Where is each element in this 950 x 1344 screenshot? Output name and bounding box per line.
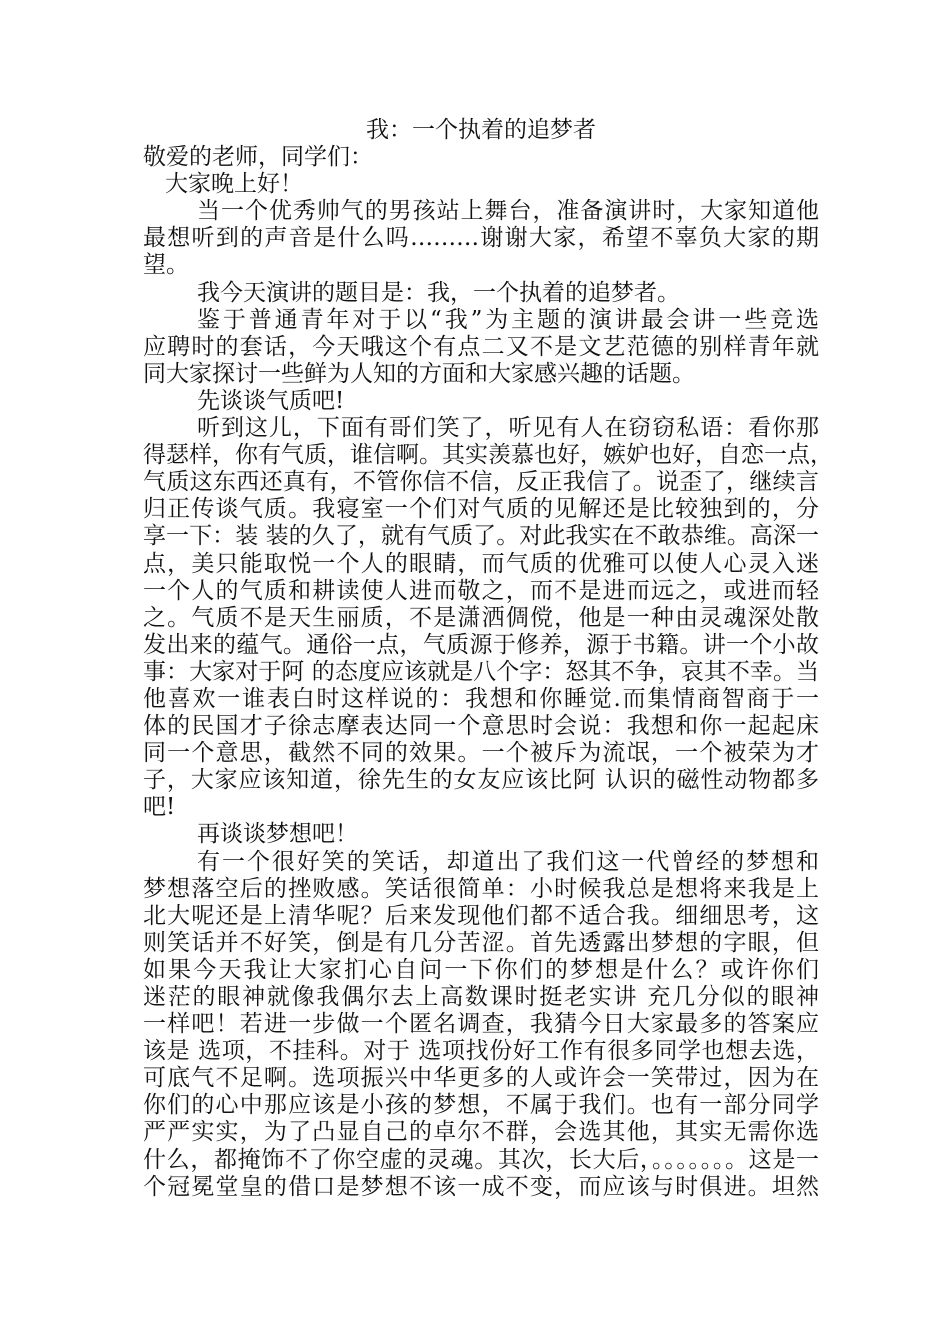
- text-line: 发出来的蕴气。通俗一点，气质源于修养，源于书籍。讲一个小故: [143, 631, 819, 658]
- text-line: 吧!: [143, 794, 176, 821]
- text-line: 他喜欢一谁表白时这样说的：我想和你睡觉.而集情商智商于一: [143, 685, 819, 712]
- text-line: 体的民国才子徐志摩表达同一个意思时会说：我想和你一起起床: [143, 713, 819, 740]
- text-line: 再谈谈梦想吧！: [197, 821, 358, 848]
- text-line: 同一个意思，截然不同的效果。一个被斥为流氓，一个被荣为才: [143, 740, 819, 767]
- text-line: 有一个很好笑的笑话，却道出了我们这一代曾经的梦想和: [197, 848, 819, 875]
- text-line: 则笑话并不好笑，倒是有几分苦涩。首先透露出梦想的字眼，但: [143, 929, 819, 956]
- document-body: [143, 144, 833, 1201]
- document-page: [143, 117, 833, 1201]
- text-line: 听到这儿，下面有哥们笑了，听见有人在窃窃私语：看你那: [197, 415, 819, 442]
- text-line: 迷茫的眼神就像我偶尔去上高数课时挺老实讲 充几分似的眼神: [143, 984, 819, 1010]
- text-line: 该是 选项，不挂科。对于 选项找份好工作有很多同学也想去选，: [143, 1038, 819, 1065]
- text-line: 大家晚上好！: [165, 171, 303, 198]
- text-line: 享一下：装 装的久了，就有气质了。对此我实在不敢恭维。高深一: [143, 523, 819, 550]
- text-line: 我今天演讲的题目是：我，一个执着的追梦者。: [197, 279, 680, 306]
- text-line: 最想听到的声音是什么吗………谢谢大家，希望不辜负大家的期: [143, 225, 819, 252]
- text-line: 当一个优秀帅气的男孩站上舞台，准备演讲时，大家知道他: [197, 198, 819, 225]
- text-line: 什么，都掩饰不了你空虚的灵魂。其次，长大后，。。。。。。。这是一: [143, 1146, 819, 1173]
- text-line: 个冠冕堂皇的借口是梦想不该一成不变，而应该与时俱进。坦然: [143, 1173, 819, 1200]
- text-line: 应聘时的套话，今天哦这个有点二又不是文艺范德的别样青年就: [143, 333, 819, 360]
- text-line: 一个人的气质和耕读使人进而敬之，而不是进而远之，或进而轻: [143, 577, 819, 604]
- text-line: 你们的心中那应该是小孩的梦想，不属于我们。也有一部分同学: [143, 1092, 819, 1119]
- text-line: 敬爱的老师，同学们：: [143, 144, 373, 171]
- text-line: 先谈谈气质吧!: [197, 387, 345, 414]
- text-line: 得瑟样，你有气质，谁信啊。其实羡慕也好，嫉妒也好，自恋一点，: [143, 442, 833, 469]
- text-line: 北大呢还是上清华呢？后来发现他们都不适合我。细细思考，这: [143, 902, 819, 929]
- text-line: 一样吧！若进一步做一个匿名调查，我猜今日大家最多的答案应: [143, 1011, 819, 1038]
- text-line: 梦想落空后的挫败感。笑话很简单：小时候我总是想将来我是上: [143, 875, 819, 902]
- text-line: 严严实实，为了凸显自己的卓尔不群，会选其他，其实无需你选: [143, 1119, 819, 1146]
- text-line: 鉴于普通青年对于以“我”为主题的演讲最会讲一些竞选: [197, 306, 819, 333]
- text-line: 事：大家对于阿 的态度应该就是八个字：怒其不争，哀其不幸。当: [143, 658, 819, 685]
- document-title: 我：一个执着的追梦者: [366, 117, 596, 143]
- text-line: 之。气质不是天生丽质，不是潇洒倜傥，他是一种由灵魂深处散: [143, 604, 819, 631]
- text-line: 点，美只能取悦一个人的眼睛，而气质的优雅可以使人心灵入迷: [143, 550, 819, 577]
- text-line: 如果今天我让大家扪心自问一下你们的梦想是什么？或许你们: [143, 956, 819, 983]
- text-line: 同大家探讨一些鲜为人知的方面和大家感兴趣的话题。: [143, 360, 695, 387]
- text-line: 可底气不足啊。选项振兴中华更多的人或许会一笑带过，因为在: [143, 1065, 819, 1092]
- text-line: 归正传谈气质。我寝室一个们对气质的见解还是比较独到的，分: [143, 496, 819, 523]
- text-line: 气质这东西还真有，不管你信不信，反正我信了。说歪了，继续言: [143, 469, 819, 496]
- text-line: 子，大家应该知道，徐先生的女友应该比阿 认识的磁性动物都多: [143, 767, 819, 794]
- text-line: 望。: [143, 252, 189, 279]
